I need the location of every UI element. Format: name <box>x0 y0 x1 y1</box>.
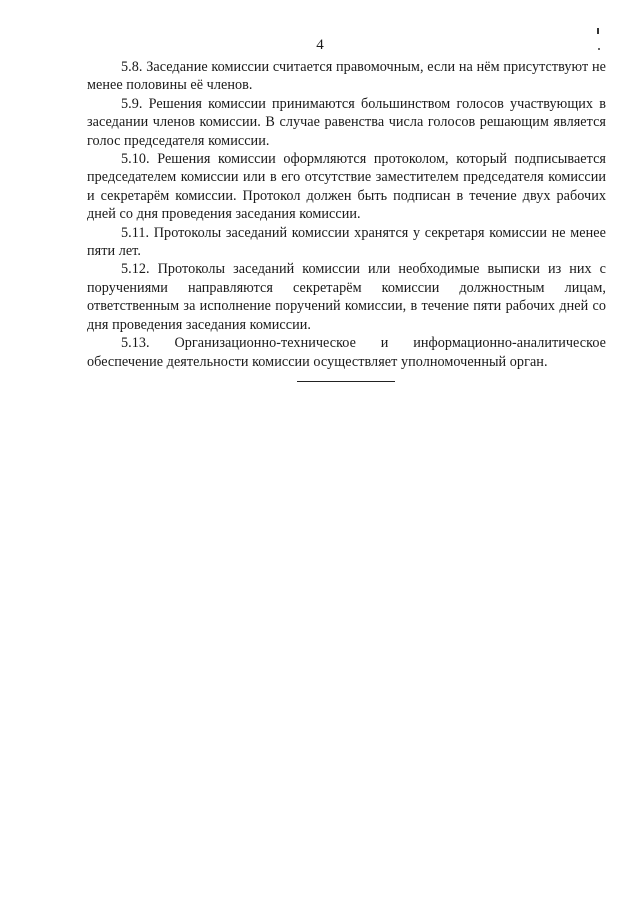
page-number: 4 <box>316 37 324 53</box>
paragraph-text: Решения комиссии оформляются протоколом, который подписывается председателем комиссии или в его отсутствие заместителем председателя комиссии и секретарём комиссии. Протокол должен быть подписан в течение двух рабочих дней со дня проведения заседания комиссии. <box>87 151 606 223</box>
scan-dot <box>598 48 600 50</box>
paragraph-text: Заседание комиссии считается правомочным, если на нём присутствуют не менее половины её членов. <box>87 59 606 94</box>
paragraph-number: 5.8. <box>121 59 143 75</box>
paragraph-number: 5.10. <box>121 151 150 168</box>
paragraph-text: Решения комиссии принимаются большинством голосов участвующих в заседании членов комиссии. В случае равенства числа голосов решающим является голос председателя комиссии. <box>87 95 606 149</box>
paragraph-text: Протоколы заседаний комиссии или необходимые выписки из них с поручениями направляются секретарём комиссии должностным лицам, ответственным за исполнение поручений комиссии, в течение пяти рабочих дней со дня проведения заседания комиссии. <box>87 261 606 333</box>
end-of-document-rule <box>297 381 395 382</box>
paragraph-number: 5.12. <box>121 261 150 278</box>
scan-mark <box>597 28 599 34</box>
paragraph-text: Протоколы заседаний комиссии хранятся у секретаря комиссии не менее пяти лет. <box>87 224 606 260</box>
paragraph-text: Организационно-техническое и информационно-аналитическое обеспечение деятельности комиссии осуществляет уполномоченный орган. <box>87 335 606 370</box>
paragraph-5-13 <box>87 334 606 371</box>
paragraph-number: 5.13. <box>121 335 150 352</box>
document-body <box>87 58 606 371</box>
paragraph-5-11 <box>87 224 606 261</box>
paragraph-5-8 <box>87 58 606 95</box>
paragraph-number: 5.9. <box>121 95 143 112</box>
paragraph-5-10 <box>87 150 606 224</box>
paragraph-5-12 <box>87 260 606 334</box>
paragraph-number: 5.11. <box>121 224 150 241</box>
paragraph-5-9 <box>87 95 606 150</box>
